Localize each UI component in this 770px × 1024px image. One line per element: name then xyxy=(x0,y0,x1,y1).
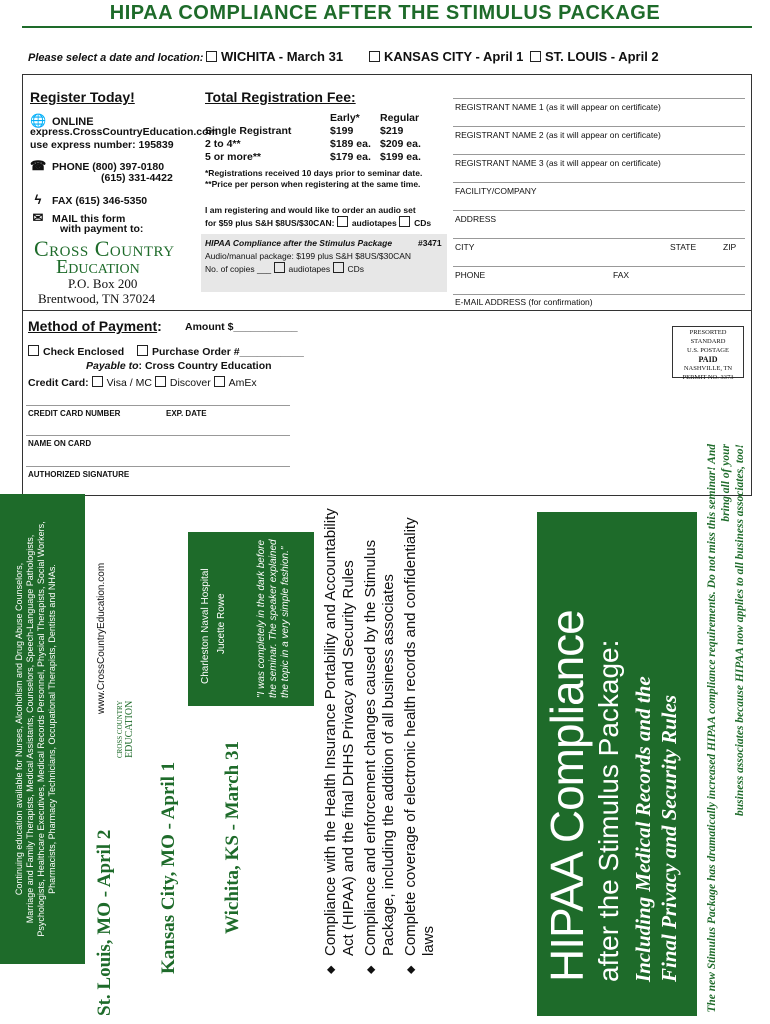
credit-card-row: Credit Card: Visa / MC Discover AmEx xyxy=(28,377,257,389)
credit-card-number-field[interactable]: CREDIT CARD NUMBER xyxy=(28,409,121,418)
address-field[interactable]: ADDRESS xyxy=(455,214,497,224)
fax-field[interactable]: FAX xyxy=(613,270,630,280)
main-title-line-1: HIPAA Compliance xyxy=(541,610,593,982)
phone-field[interactable]: PHONE xyxy=(455,270,486,280)
globe-icon: 🌐 xyxy=(30,113,47,128)
col-regular: Regular xyxy=(380,112,420,124)
topic-bullet: ◆ Complete coverage of electronic health records and confidentiality laws xyxy=(402,504,438,974)
city-date-wichita: Wichita, KS - March 31 xyxy=(222,741,243,934)
city-date-kansas-city: Kansas City, MO - April 1 xyxy=(158,761,179,974)
topic-list xyxy=(322,504,442,974)
fee-row-regular: $209 ea. xyxy=(380,138,421,150)
lightning-icon: ϟ xyxy=(34,192,42,207)
check-enclosed-option[interactable]: Check Enclosed xyxy=(28,345,124,358)
continuing-education-box xyxy=(0,494,85,964)
testimonial-quote: "I was completely in the dark before the seminar. The speaker explained the topic in a very simple fashion." xyxy=(256,539,291,698)
zip-field[interactable]: ZIP xyxy=(723,242,737,252)
fee-row-regular: $219 xyxy=(380,125,404,137)
flyer-intro: The new Stimulus Package has dramatically increased HIPAA compliance requirements. Do not miss this seminar! And bring all of your business associates because HIPAA now applies to all business associates, too! xyxy=(706,444,746,1013)
fee-row-label: 5 or more** xyxy=(205,151,262,163)
product-line-2: Audio/manual package: $199 plus S&H $8US/$30CAN xyxy=(205,251,412,261)
mail-row: ✉ MAIL this form xyxy=(30,210,125,226)
subtitle-line-1: Including Medical Records and the xyxy=(631,676,655,982)
register-heading: Register Today! xyxy=(30,89,135,105)
main-title-line-2: after the Stimulus Package: xyxy=(593,639,624,982)
continuing-education-text: Continuing education available for Nurses, Alcoholism and Drug Abuse Counselors, Marriage and Family Therapists, Medical Assistants, Counselors, Speech-Language Pathologists, Psychologists, Healthcare Executives, Medical Records Personnel, Physical Therapists, Social Workers, Pharmacists, Pharmacy Technicians, Occupational Therapists, Dentists and NHAs. xyxy=(14,521,57,937)
city-date-st-louis: St. Louis, MO - April 2 xyxy=(94,829,115,1016)
fee-row-label: 2 to 4** xyxy=(205,138,241,150)
fee-row-early: $179 ea. xyxy=(330,151,371,163)
fee-row-early: $189 ea. xyxy=(330,138,371,150)
telephone-icon: ☎ xyxy=(30,158,47,173)
location-prompt: Please select a date and location: xyxy=(28,52,204,64)
product-line-3: No. of copies ___ audiotapes CDs xyxy=(205,264,365,274)
address-city: Brentwood, TN 37024 xyxy=(38,291,156,306)
registrant-name-2-field[interactable]: REGISTRANT NAME 2 (as it will appear on certificate) xyxy=(455,130,661,140)
mail-line-2: with payment to: xyxy=(60,223,144,235)
name-on-card-field[interactable]: NAME ON CARD xyxy=(28,439,92,448)
col-early: Early* xyxy=(330,112,360,124)
fee-row-label: Single Registrant xyxy=(205,125,292,137)
exp-date-field[interactable]: EXP. DATE xyxy=(166,409,207,418)
state-field[interactable]: STATE xyxy=(670,242,697,252)
location-option-st-louis[interactable]: ST. LOUIS - April 2 xyxy=(530,49,659,64)
facility-field[interactable]: FACILITY/COMPANY xyxy=(455,186,537,196)
location-option-kansas-city[interactable]: KANSAS CITY - April 1 xyxy=(369,49,523,64)
registrant-name-1-field[interactable]: REGISTRANT NAME 1 (as it will appear on certificate) xyxy=(455,102,661,112)
website[interactable]: www.CrossCountryEducation.com xyxy=(96,562,107,714)
postage-stamp: PRESORTED STANDARD U.S. POSTAGE PAID NASHVILLE, TN PERMIT NO. 3373 xyxy=(672,326,744,378)
product-title: HIPAA Compliance after the Stimulus Package xyxy=(205,238,393,248)
city-field[interactable]: CITY xyxy=(455,242,475,252)
online-row: 🌐 ONLINE xyxy=(30,113,94,128)
fee-row-regular: $199 ea. xyxy=(380,151,421,163)
audio-line-1: I am registering and would like to order an audio set xyxy=(205,205,416,215)
email-field[interactable]: E-MAIL ADDRESS (for confirmation) xyxy=(455,297,593,307)
online-url[interactable]: express.CrossCountryEducation.com xyxy=(30,126,218,138)
po-box: P.O. Box 200 xyxy=(68,276,138,291)
product-code: #3471 xyxy=(418,238,442,248)
authorized-signature-field[interactable]: AUTHORIZED SIGNATURE xyxy=(28,470,130,479)
fee-note-1: *Registrations received 10 days prior to seminar date. xyxy=(205,168,423,178)
testimonial-org: Charleston Naval Hospital xyxy=(200,568,211,684)
org-name-line-2: Education xyxy=(56,256,140,278)
location-option-wichita[interactable]: WICHITA - March 31 xyxy=(206,49,343,64)
phone-alt: (615) 331-4422 xyxy=(101,172,173,184)
audio-line-2: for $59 plus S&H $8US/$30CAN: audiotapes CDs xyxy=(205,218,432,228)
envelope-icon: ✉ xyxy=(32,210,44,225)
amount-field[interactable]: Amount $___________ xyxy=(185,321,298,333)
fee-row-early: $199 xyxy=(330,125,354,137)
topic-bullet: ◆ Compliance with the Health Insurance Portability and Accountability Act (HIPAA) and the final DHHS Privacy and Security Rules xyxy=(322,504,358,974)
fax-row: ϟ FAX (615) 346-5350 xyxy=(30,192,147,207)
org-name-line-1: Cross Country xyxy=(34,236,175,261)
payable-to: Payable to: Cross Country Education xyxy=(86,360,272,372)
title-banner xyxy=(537,512,697,1016)
fee-heading: Total Registration Fee: xyxy=(205,89,356,105)
purchase-order-option[interactable]: Purchase Order #___________ xyxy=(137,345,304,358)
testimonial-author: Jucette Rowe xyxy=(216,593,227,654)
topic-bullet: ◆ Compliance and enforcement changes caused by the Stimulus Package, including the addition of all business associates xyxy=(362,504,398,974)
subtitle-line-2: Final Privacy and Security Rules xyxy=(657,694,681,982)
small-logo: CROSS COUNTRY EDUCATION xyxy=(116,700,135,758)
phone-row: ☎ PHONE (800) 397-0180 xyxy=(30,158,165,173)
registrant-name-3-field[interactable]: REGISTRANT NAME 3 (as it will appear on certificate) xyxy=(455,158,661,168)
testimonial-box xyxy=(188,532,314,706)
express-number: use express number: 195839 xyxy=(30,139,174,151)
fee-note-2: **Price per person when registering at the same time. xyxy=(205,179,421,189)
page-title: HIPAA COMPLIANCE AFTER THE STIMULUS PACKAGE xyxy=(109,2,661,24)
payment-heading: Method of Payment: xyxy=(28,318,162,334)
